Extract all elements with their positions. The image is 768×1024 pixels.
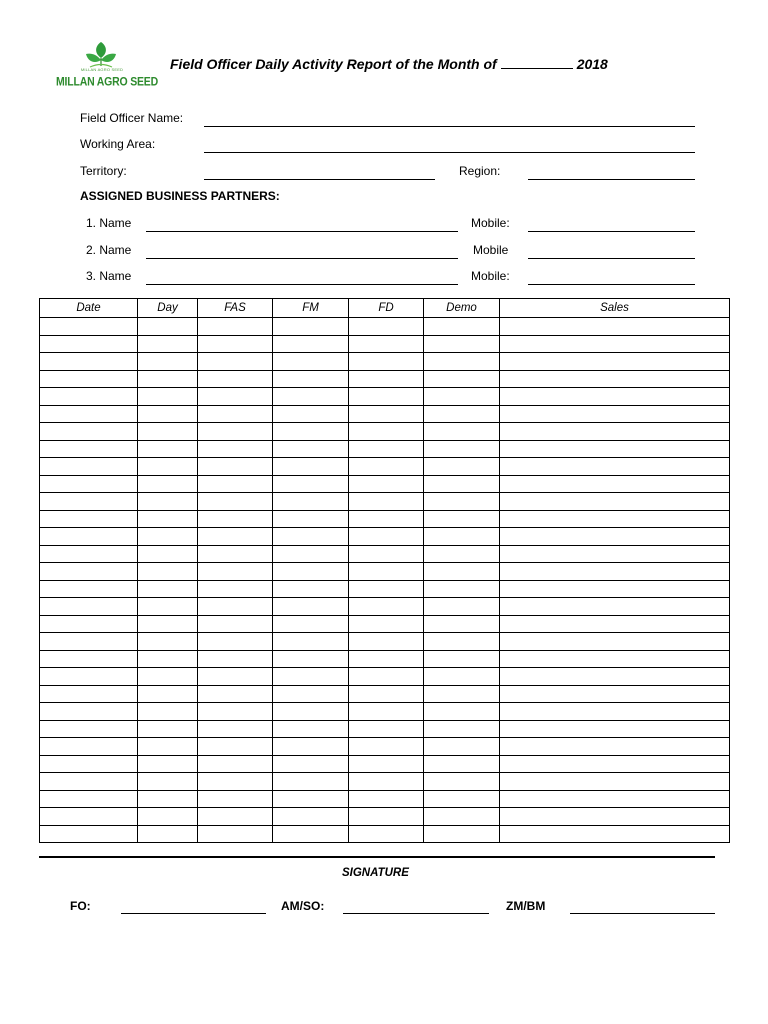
table-cell-fd[interactable] <box>349 335 424 353</box>
signature-title: SIGNATURE <box>342 867 409 879</box>
table-cell-fd[interactable] <box>349 685 424 703</box>
logo-tagline: MILLAN AGRO SEED <box>80 67 124 72</box>
table-cell-fas[interactable] <box>198 720 273 738</box>
table-row <box>40 510 730 528</box>
table-cell-fas[interactable] <box>198 475 273 493</box>
table-cell-fd[interactable] <box>349 545 424 563</box>
am-so-signature-line[interactable] <box>343 913 489 914</box>
column-header-fd: FD <box>349 299 424 318</box>
table-cell-fd[interactable] <box>349 668 424 686</box>
table-cell-fm[interactable] <box>273 528 349 546</box>
table-cell-day[interactable] <box>138 563 198 581</box>
table-cell-fas[interactable] <box>198 493 273 511</box>
table-cell-day[interactable] <box>138 668 198 686</box>
table-cell-demo[interactable] <box>424 580 500 598</box>
table-cell-demo[interactable] <box>424 738 500 756</box>
table-cell-sales[interactable] <box>500 458 730 476</box>
table-cell-sales[interactable] <box>500 318 730 336</box>
table-cell-day[interactable] <box>138 353 198 371</box>
table-cell-day[interactable] <box>138 720 198 738</box>
table-cell-date[interactable] <box>40 335 138 353</box>
table-cell-day[interactable] <box>138 423 198 441</box>
table-cell-fd[interactable] <box>349 580 424 598</box>
table-cell-fas[interactable] <box>198 563 273 581</box>
table-cell-date[interactable] <box>40 388 138 406</box>
table-cell-fd[interactable] <box>349 808 424 826</box>
column-header-sales: Sales <box>500 299 730 318</box>
table-cell-fd[interactable] <box>349 598 424 616</box>
logo-text: MILLAN AGRO SEED <box>56 75 158 89</box>
table-cell-fas[interactable] <box>198 773 273 791</box>
table-cell-sales[interactable] <box>500 510 730 528</box>
table-cell-demo[interactable] <box>424 370 500 388</box>
table-cell-demo[interactable] <box>424 720 500 738</box>
table-cell-fd[interactable] <box>349 703 424 721</box>
fo-signature-line[interactable] <box>121 913 266 914</box>
table-cell-fd[interactable] <box>349 353 424 371</box>
table-cell-sales[interactable] <box>500 650 730 668</box>
partner-3-name-line[interactable] <box>146 284 458 285</box>
signature-divider <box>39 856 715 858</box>
table-cell-day[interactable] <box>138 598 198 616</box>
table-cell-fas[interactable] <box>198 633 273 651</box>
table-cell-demo[interactable] <box>424 545 500 563</box>
zm-bm-label: ZM/BM <box>506 899 546 913</box>
table-row <box>40 370 730 388</box>
table-cell-sales[interactable] <box>500 475 730 493</box>
table-cell-demo[interactable] <box>424 685 500 703</box>
table-cell-fas[interactable] <box>198 353 273 371</box>
table-cell-sales[interactable] <box>500 668 730 686</box>
month-blank[interactable] <box>501 57 573 69</box>
table-cell-date[interactable] <box>40 790 138 808</box>
table-row <box>40 458 730 476</box>
table-cell-sales[interactable] <box>500 388 730 406</box>
working-area-line[interactable] <box>204 152 695 153</box>
title-year: 2018 <box>576 56 608 72</box>
table-cell-fas[interactable] <box>198 685 273 703</box>
table-cell-demo[interactable] <box>424 528 500 546</box>
table-cell-day[interactable] <box>138 405 198 423</box>
table-cell-sales[interactable] <box>500 685 730 703</box>
title-prefix: Field Officer Daily Activity Report of the Month of <box>170 56 497 72</box>
table-cell-sales[interactable] <box>500 790 730 808</box>
table-row <box>40 598 730 616</box>
table-row <box>40 580 730 598</box>
table-cell-fas[interactable] <box>198 615 273 633</box>
table-cell-day[interactable] <box>138 580 198 598</box>
table-cell-demo[interactable] <box>424 335 500 353</box>
table-cell-fd[interactable] <box>349 633 424 651</box>
table-row <box>40 335 730 353</box>
table-cell-fm[interactable] <box>273 598 349 616</box>
partner-2-mobile-line[interactable] <box>528 258 695 259</box>
table-cell-fm[interactable] <box>273 685 349 703</box>
table-cell-demo[interactable] <box>424 598 500 616</box>
table-cell-fm[interactable] <box>273 720 349 738</box>
table-cell-fd[interactable] <box>349 458 424 476</box>
table-cell-demo[interactable] <box>424 388 500 406</box>
table-cell-fd[interactable] <box>349 650 424 668</box>
table-cell-date[interactable] <box>40 370 138 388</box>
table-cell-fas[interactable] <box>198 755 273 773</box>
table-cell-sales[interactable] <box>500 440 730 458</box>
table-cell-date[interactable] <box>40 720 138 738</box>
table-cell-day[interactable] <box>138 370 198 388</box>
table-cell-fas[interactable] <box>198 318 273 336</box>
table-body <box>40 318 730 843</box>
table-cell-date[interactable] <box>40 825 138 843</box>
table-cell-fm[interactable] <box>273 335 349 353</box>
table-cell-fas[interactable] <box>198 370 273 388</box>
table-cell-fas[interactable] <box>198 440 273 458</box>
table-cell-demo[interactable] <box>424 493 500 511</box>
table-row <box>40 353 730 371</box>
table-cell-fm[interactable] <box>273 388 349 406</box>
table-cell-date[interactable] <box>40 650 138 668</box>
table-cell-date[interactable] <box>40 440 138 458</box>
table-cell-fm[interactable] <box>273 738 349 756</box>
table-cell-demo[interactable] <box>424 650 500 668</box>
table-cell-sales[interactable] <box>500 808 730 826</box>
table-cell-fas[interactable] <box>198 790 273 808</box>
table-cell-fas[interactable] <box>198 335 273 353</box>
table-cell-demo[interactable] <box>424 808 500 826</box>
table-cell-day[interactable] <box>138 475 198 493</box>
zm-bm-signature-line[interactable] <box>570 913 715 914</box>
table-row <box>40 405 730 423</box>
table-row <box>40 528 730 546</box>
table-cell-demo[interactable] <box>424 458 500 476</box>
table-cell-fm[interactable] <box>273 510 349 528</box>
table-row <box>40 790 730 808</box>
table-cell-fm[interactable] <box>273 370 349 388</box>
table-cell-fd[interactable] <box>349 825 424 843</box>
table-cell-day[interactable] <box>138 703 198 721</box>
table-cell-demo[interactable] <box>424 773 500 791</box>
table-cell-sales[interactable] <box>500 353 730 371</box>
partner-2-name-label: 2. Name <box>86 243 132 257</box>
table-cell-fd[interactable] <box>349 790 424 808</box>
table-cell-demo[interactable] <box>424 615 500 633</box>
table-cell-date[interactable] <box>40 668 138 686</box>
table-cell-fas[interactable] <box>198 650 273 668</box>
table-cell-day[interactable] <box>138 790 198 808</box>
working-area-label: Working Area: <box>80 137 156 151</box>
partner-1-name-line[interactable] <box>146 231 458 232</box>
table-cell-fm[interactable] <box>273 458 349 476</box>
table-cell-day[interactable] <box>138 773 198 791</box>
table-row <box>40 633 730 651</box>
table-cell-date[interactable] <box>40 423 138 441</box>
table-cell-fas[interactable] <box>198 668 273 686</box>
table-cell-fd[interactable] <box>349 510 424 528</box>
table-cell-sales[interactable] <box>500 703 730 721</box>
fo-label: FO: <box>70 899 91 913</box>
table-cell-sales[interactable] <box>500 493 730 511</box>
am-so-label: AM/SO: <box>281 899 325 913</box>
table-row <box>40 773 730 791</box>
table-cell-date[interactable] <box>40 353 138 371</box>
table-cell-date[interactable] <box>40 773 138 791</box>
table-row <box>40 563 730 581</box>
table-cell-sales[interactable] <box>500 528 730 546</box>
table-cell-fm[interactable] <box>273 423 349 441</box>
table-row <box>40 825 730 843</box>
table-cell-fd[interactable] <box>349 405 424 423</box>
column-header-date: Date <box>40 299 138 318</box>
table-cell-sales[interactable] <box>500 580 730 598</box>
table-cell-fas[interactable] <box>198 510 273 528</box>
table-cell-sales[interactable] <box>500 825 730 843</box>
table-row <box>40 475 730 493</box>
table-cell-fas[interactable] <box>198 598 273 616</box>
table-row <box>40 615 730 633</box>
table-row <box>40 440 730 458</box>
table-cell-fm[interactable] <box>273 755 349 773</box>
table-cell-sales[interactable] <box>500 423 730 441</box>
table-cell-date[interactable] <box>40 528 138 546</box>
table-cell-fas[interactable] <box>198 580 273 598</box>
partner-1-mobile-label: Mobile: <box>471 216 510 230</box>
table-cell-date[interactable] <box>40 405 138 423</box>
partner-3-name-label: 3. Name <box>86 269 132 283</box>
table-cell-day[interactable] <box>138 738 198 756</box>
table-cell-fm[interactable] <box>273 790 349 808</box>
column-header-day: Day <box>138 299 198 318</box>
table-cell-day[interactable] <box>138 808 198 826</box>
table-cell-fas[interactable] <box>198 738 273 756</box>
partner-3-mobile-label: Mobile: <box>471 269 510 283</box>
table-cell-date[interactable] <box>40 510 138 528</box>
region-label: Region: <box>459 164 501 178</box>
table-cell-fas[interactable] <box>198 423 273 441</box>
table-row <box>40 668 730 686</box>
table-cell-day[interactable] <box>138 458 198 476</box>
table-row <box>40 650 730 668</box>
table-cell-day[interactable] <box>138 755 198 773</box>
table-cell-demo[interactable] <box>424 405 500 423</box>
table-cell-day[interactable] <box>138 510 198 528</box>
table-cell-fm[interactable] <box>273 773 349 791</box>
table-cell-sales[interactable] <box>500 545 730 563</box>
table-cell-demo[interactable] <box>424 755 500 773</box>
table-cell-fd[interactable] <box>349 423 424 441</box>
table-cell-day[interactable] <box>138 685 198 703</box>
table-cell-fd[interactable] <box>349 440 424 458</box>
partner-2-mobile-label: Mobile <box>473 243 509 257</box>
table-header-row <box>40 299 730 318</box>
table-cell-fm[interactable] <box>273 615 349 633</box>
table-row <box>40 423 730 441</box>
table-cell-date[interactable] <box>40 633 138 651</box>
table-cell-fas[interactable] <box>198 458 273 476</box>
table-cell-fd[interactable] <box>349 493 424 511</box>
table-cell-demo[interactable] <box>424 633 500 651</box>
table-cell-fm[interactable] <box>273 405 349 423</box>
table-cell-day[interactable] <box>138 650 198 668</box>
table-cell-day[interactable] <box>138 633 198 651</box>
table-cell-sales[interactable] <box>500 720 730 738</box>
activity-table <box>39 298 730 843</box>
table-cell-fm[interactable] <box>273 545 349 563</box>
table-cell-day[interactable] <box>138 493 198 511</box>
table-cell-fm[interactable] <box>273 650 349 668</box>
table-cell-fd[interactable] <box>349 738 424 756</box>
table-cell-fm[interactable] <box>273 563 349 581</box>
table-cell-day[interactable] <box>138 318 198 336</box>
table-cell-sales[interactable] <box>500 370 730 388</box>
table-cell-fd[interactable] <box>349 318 424 336</box>
table-cell-demo[interactable] <box>424 563 500 581</box>
table-cell-sales[interactable] <box>500 335 730 353</box>
table-cell-sales[interactable] <box>500 633 730 651</box>
table-cell-date[interactable] <box>40 808 138 826</box>
table-cell-demo[interactable] <box>424 668 500 686</box>
table-cell-day[interactable] <box>138 615 198 633</box>
table-cell-date[interactable] <box>40 563 138 581</box>
column-header-demo: Demo <box>424 299 500 318</box>
table-cell-fm[interactable] <box>273 353 349 371</box>
table-row <box>40 720 730 738</box>
partner-1-mobile-line[interactable] <box>528 231 695 232</box>
table-cell-sales[interactable] <box>500 563 730 581</box>
table-row <box>40 703 730 721</box>
partner-2-name-line[interactable] <box>146 258 458 259</box>
table-cell-date[interactable] <box>40 475 138 493</box>
table-cell-sales[interactable] <box>500 755 730 773</box>
table-cell-date[interactable] <box>40 738 138 756</box>
table-cell-fas[interactable] <box>198 528 273 546</box>
table-cell-demo[interactable] <box>424 790 500 808</box>
table-cell-fm[interactable] <box>273 668 349 686</box>
table-cell-date[interactable] <box>40 685 138 703</box>
table-cell-fd[interactable] <box>349 370 424 388</box>
table-row <box>40 738 730 756</box>
table-cell-fas[interactable] <box>198 703 273 721</box>
column-header-fm: FM <box>273 299 349 318</box>
table-row <box>40 755 730 773</box>
table-row <box>40 493 730 511</box>
table-cell-date[interactable] <box>40 615 138 633</box>
table-cell-demo[interactable] <box>424 703 500 721</box>
table-cell-fm[interactable] <box>273 580 349 598</box>
table-cell-fm[interactable] <box>273 825 349 843</box>
table-cell-demo[interactable] <box>424 423 500 441</box>
table-cell-fd[interactable] <box>349 475 424 493</box>
table-cell-fm[interactable] <box>273 440 349 458</box>
table-cell-date[interactable] <box>40 598 138 616</box>
table-cell-date[interactable] <box>40 458 138 476</box>
table-cell-sales[interactable] <box>500 405 730 423</box>
table-cell-sales[interactable] <box>500 615 730 633</box>
table-row <box>40 808 730 826</box>
page-title <box>170 56 608 72</box>
company-logo <box>54 40 158 90</box>
table-cell-fas[interactable] <box>198 388 273 406</box>
table-row <box>40 318 730 336</box>
table-cell-day[interactable] <box>138 545 198 563</box>
table-cell-fm[interactable] <box>273 703 349 721</box>
table-cell-day[interactable] <box>138 825 198 843</box>
table-cell-sales[interactable] <box>500 738 730 756</box>
region-line[interactable] <box>528 179 695 180</box>
table-cell-demo[interactable] <box>424 440 500 458</box>
table-cell-date[interactable] <box>40 318 138 336</box>
table-cell-date[interactable] <box>40 703 138 721</box>
table-cell-fd[interactable] <box>349 755 424 773</box>
partner-1-name-label: 1. Name <box>86 216 132 230</box>
table-cell-day[interactable] <box>138 440 198 458</box>
table-cell-fm[interactable] <box>273 493 349 511</box>
table-cell-day[interactable] <box>138 335 198 353</box>
table-cell-sales[interactable] <box>500 773 730 791</box>
table-cell-demo[interactable] <box>424 353 500 371</box>
table-cell-fd[interactable] <box>349 563 424 581</box>
table-cell-fas[interactable] <box>198 825 273 843</box>
table-cell-date[interactable] <box>40 580 138 598</box>
field-officer-name-label: Field Officer Name: <box>80 111 184 125</box>
partner-3-mobile-line[interactable] <box>528 284 695 285</box>
table-cell-fd[interactable] <box>349 720 424 738</box>
table-cell-fas[interactable] <box>198 545 273 563</box>
territory-label: Territory: <box>80 164 127 178</box>
column-header-fas: FAS <box>198 299 273 318</box>
table-cell-date[interactable] <box>40 755 138 773</box>
table-cell-fas[interactable] <box>198 405 273 423</box>
table-cell-day[interactable] <box>138 528 198 546</box>
table-row <box>40 545 730 563</box>
table-cell-demo[interactable] <box>424 318 500 336</box>
table-row <box>40 388 730 406</box>
table-cell-fd[interactable] <box>349 388 424 406</box>
table-cell-day[interactable] <box>138 388 198 406</box>
table-cell-fas[interactable] <box>198 808 273 826</box>
table-cell-demo[interactable] <box>424 510 500 528</box>
assigned-partners-heading: ASSIGNED BUSINESS PARTNERS: <box>80 189 280 203</box>
table-cell-fm[interactable] <box>273 318 349 336</box>
field-officer-name-line[interactable] <box>204 126 695 127</box>
table-cell-fm[interactable] <box>273 633 349 651</box>
table-cell-fd[interactable] <box>349 615 424 633</box>
table-cell-sales[interactable] <box>500 598 730 616</box>
table-cell-date[interactable] <box>40 545 138 563</box>
table-cell-fm[interactable] <box>273 808 349 826</box>
table-cell-fd[interactable] <box>349 773 424 791</box>
table-cell-demo[interactable] <box>424 475 500 493</box>
table-cell-demo[interactable] <box>424 825 500 843</box>
table-cell-fm[interactable] <box>273 475 349 493</box>
table-cell-fd[interactable] <box>349 528 424 546</box>
table-cell-date[interactable] <box>40 493 138 511</box>
table-row <box>40 685 730 703</box>
territory-line[interactable] <box>204 179 435 180</box>
